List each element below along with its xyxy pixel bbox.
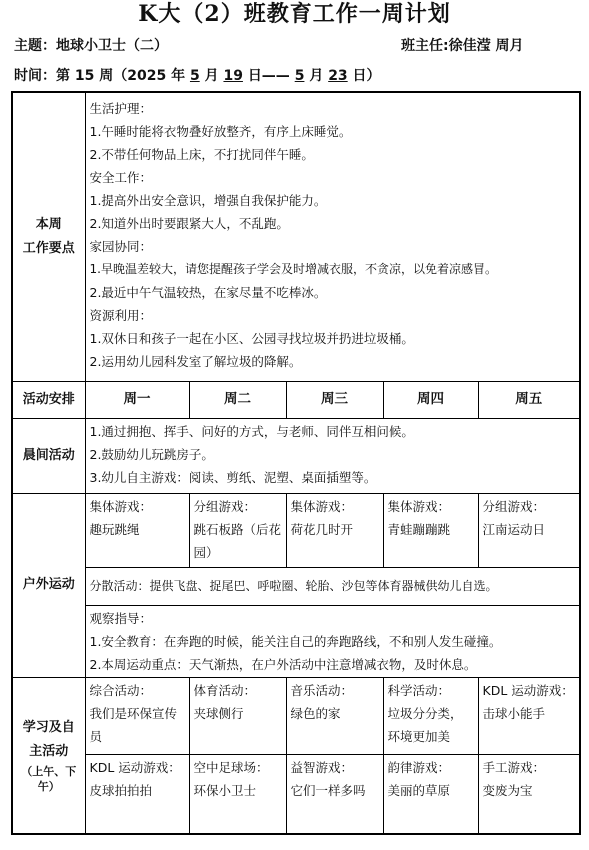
focus-line: 2.知道外出时要跟紧大人，不乱跑。 xyxy=(89,216,289,231)
activity-type: 体育活动： xyxy=(193,682,257,698)
day-wednesday: 周三 xyxy=(286,381,383,418)
schedule-header-row xyxy=(12,381,580,418)
morning-row xyxy=(12,418,580,493)
outdoor-observe xyxy=(85,605,580,677)
activity-name: 荷花几时开 xyxy=(290,521,354,537)
activity-name: 江南运动日 xyxy=(482,521,546,537)
theme-text: 主题：地球小卫士（二） xyxy=(14,38,168,54)
study-cell xyxy=(189,677,286,754)
activity-type: KDL 运动游戏： xyxy=(89,759,181,775)
activity-type: 空中足球场： xyxy=(193,759,269,775)
day-close-text: 日） xyxy=(352,68,381,84)
outdoor-games-row xyxy=(12,493,580,567)
outdoor-observe-row xyxy=(12,605,580,677)
focus-line: 资源利用： xyxy=(89,308,153,323)
outdoor-cell-thursday xyxy=(383,493,478,567)
outdoor-cell-monday xyxy=(85,493,189,567)
study-cell xyxy=(85,754,189,834)
start-month: 5 xyxy=(189,68,200,84)
day-tuesday: 周二 xyxy=(189,381,286,418)
focus-label xyxy=(12,92,85,381)
morning-line: 2.鼓励幼儿玩跳房子。 xyxy=(89,446,214,462)
activity-type: 手工游戏： xyxy=(482,759,546,775)
activity-name: 我们是环保宣传员 xyxy=(89,705,178,744)
end-day: 23 xyxy=(328,68,348,84)
study-cell xyxy=(383,677,478,754)
time-prefix: 时间：第 15 周（2025 年 xyxy=(14,68,186,84)
morning-content xyxy=(85,418,580,493)
activity-type: 集体游戏： xyxy=(89,498,153,514)
month-text: 月 xyxy=(204,68,219,84)
study-cell xyxy=(286,754,383,834)
focus-line: 1.午睡时能将衣物叠好放整齐，有序上床睡觉。 xyxy=(89,124,352,139)
study-cell xyxy=(478,754,580,834)
focus-line: 1.早晚温差较大，请您提醒孩子学会及时增减衣服，不贪凉，以免着凉感冒。 xyxy=(89,262,497,276)
teachers-text: 班主任:徐佳滢 周月 xyxy=(401,38,524,54)
study-cell xyxy=(189,754,286,834)
activity-name: 趣玩跳绳 xyxy=(89,521,140,537)
focus-label-line: 工作要点 xyxy=(22,240,75,256)
activity-type: 分组游戏： xyxy=(193,498,257,514)
activity-name: 环保小卫士 xyxy=(193,782,257,798)
focus-content xyxy=(85,92,580,381)
scattered-text: 分散活动：提供飞盘、捉尾巴、呼啦圈、轮胎、沙包等体育器械供幼儿自选。 xyxy=(89,578,498,593)
activity-type: 益智游戏： xyxy=(290,759,354,775)
day-thursday: 周四 xyxy=(383,381,478,418)
study-label-line: （上午、下午） xyxy=(21,765,77,794)
study-cell xyxy=(286,677,383,754)
morning-line: 3.幼儿自主游戏：阅读、剪纸、泥塑、桌面插塑等。 xyxy=(89,469,377,485)
activity-name: 夹球侧行 xyxy=(193,705,244,721)
start-day: 19 xyxy=(223,68,243,84)
end-month: 5 xyxy=(294,68,305,84)
morning-label: 晨间活动 xyxy=(12,418,85,493)
observe-line: 1.安全教育：在奔跑的时候，能关注自己的奔跑路线，不和别人发生碰撞。 xyxy=(89,633,502,649)
outdoor-label: 户外运动 xyxy=(12,493,85,677)
focus-line: 安全工作： xyxy=(89,170,153,185)
observe-line: 2.本周运动重点：天气渐热，在户外活动中注意增减衣物，及时休息。 xyxy=(89,656,477,672)
study-cell xyxy=(383,754,478,834)
time-line xyxy=(14,66,381,86)
day-friday: 周五 xyxy=(478,381,580,418)
focus-line: 1.提高外出安全意识，增强自我保护能力。 xyxy=(89,193,327,208)
study-cell xyxy=(478,677,580,754)
activity-type: 分组游戏： xyxy=(482,498,546,514)
outdoor-cell-friday xyxy=(478,493,580,567)
outdoor-cell-tuesday xyxy=(189,493,286,567)
activity-type: 集体游戏： xyxy=(290,498,354,514)
focus-line: 1.双休日和孩子一起在小区、公园寻找垃圾并扔进垃圾桶。 xyxy=(89,331,414,346)
outdoor-scattered xyxy=(85,567,580,605)
focus-row xyxy=(12,92,580,381)
range-text: 日—— xyxy=(247,68,295,84)
morning-line: 1.通过拥抱、挥手、问好的方式，与老师、同伴互相问候。 xyxy=(89,423,414,439)
page-title: K大（2）班教育工作一周计划 xyxy=(138,1,451,27)
focus-line: 2.最近中午气温较热，在家尽量不吃棒冰。 xyxy=(89,285,327,300)
activity-name: 青蛙蹦蹦跳 xyxy=(387,521,451,537)
activity-name: 跳石板路（后花园） xyxy=(193,521,282,560)
month-text: 月 xyxy=(309,68,324,84)
study-row-1 xyxy=(12,677,580,754)
outdoor-cell-wednesday xyxy=(286,493,383,567)
activity-name: 垃圾分分类，环境更加美 xyxy=(387,705,463,744)
activity-name: 变废为宝 xyxy=(482,782,533,798)
study-label xyxy=(12,677,85,834)
study-label-line: 学习及自 xyxy=(22,720,75,736)
focus-line: 家园协同： xyxy=(89,239,153,254)
activity-name: 皮球拍拍拍 xyxy=(89,782,153,798)
day-monday: 周一 xyxy=(85,381,189,418)
focus-line: 2.运用幼儿园科发室了解垃圾的降解。 xyxy=(89,354,302,369)
activity-type: KDL 运动游戏： xyxy=(482,682,574,698)
activity-type: 韵律游戏： xyxy=(387,759,451,775)
activity-name: 击球小能手 xyxy=(482,705,546,721)
activity-type: 集体游戏： xyxy=(387,498,451,514)
study-row-2 xyxy=(12,754,580,834)
weekly-plan-table xyxy=(11,91,581,835)
activity-type: 科学活动： xyxy=(387,682,451,698)
activity-type: 音乐活动： xyxy=(290,682,354,698)
activity-name: 美丽的草原 xyxy=(387,782,451,798)
study-cell xyxy=(85,677,189,754)
activity-name: 绿色的家 xyxy=(290,705,341,721)
focus-label-line: 本周 xyxy=(35,216,62,232)
observe-line: 观察指导： xyxy=(89,610,153,626)
focus-line: 2.不带任何物品上床，不打扰同伴午睡。 xyxy=(89,147,314,162)
focus-line: 生活护理： xyxy=(89,101,153,116)
activity-type: 综合活动： xyxy=(89,682,153,698)
study-label-line: 主活动 xyxy=(29,744,69,760)
schedule-label: 活动安排 xyxy=(12,381,85,418)
activity-name: 它们一样多吗 xyxy=(290,782,366,798)
outdoor-scattered-row xyxy=(12,567,580,605)
